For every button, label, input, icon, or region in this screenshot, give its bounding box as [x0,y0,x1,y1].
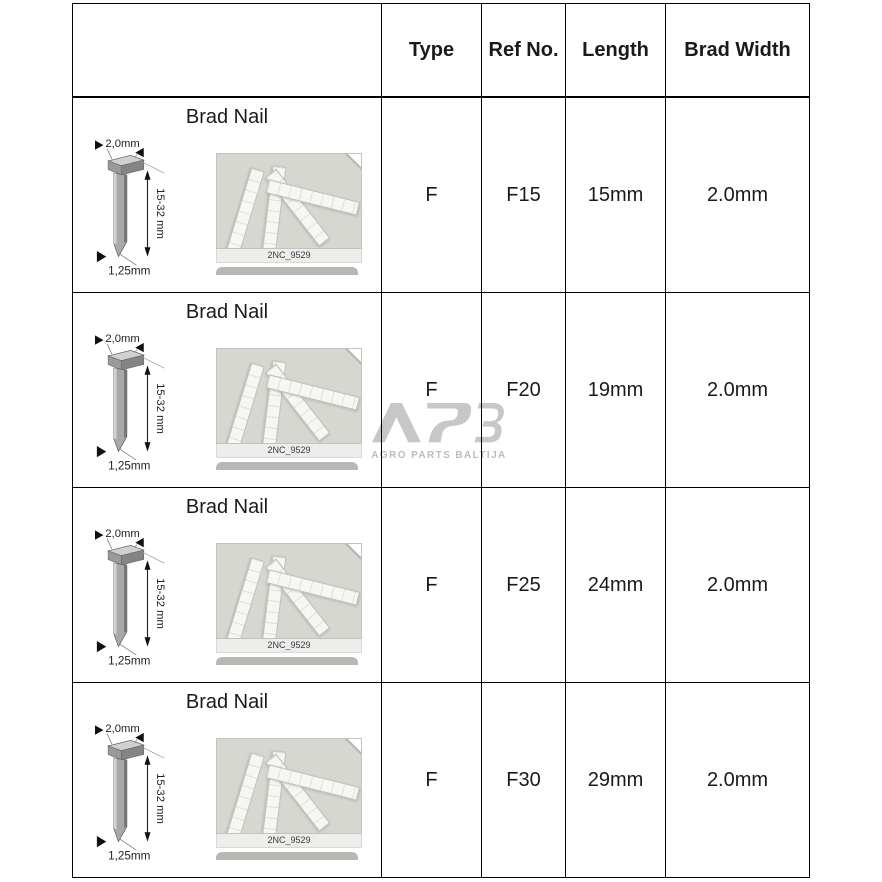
folded-corner-icon [348,154,361,167]
folded-corner-icon [348,349,361,362]
brad-nail-strip [225,167,265,249]
next-photo-preview [216,657,358,665]
photo-caption: 2NC_9529 [216,639,362,653]
cell-ref-no: F30 [482,683,566,878]
dim-arrow-right-icon [95,140,103,149]
spec-table [72,3,810,878]
header-cell-brad-width: Brad Width [666,4,810,98]
brad-nail-diagram [95,716,170,866]
product-photo-thumbnail [216,738,362,860]
brad-nail-strip [225,752,265,834]
product-cell [73,98,382,293]
product-photo [216,543,362,639]
cell-ref-no: F20 [482,293,566,488]
header-cell-ref-no: Ref No. [482,4,566,98]
header-cell-type: Type [382,4,482,98]
product-cell [73,488,382,683]
brad-nail-strip [225,362,265,444]
product-media [73,519,381,681]
photo-caption: 2NC_9529 [216,249,362,263]
cell-brad-width: 2.0mm [666,293,810,488]
next-photo-preview [216,267,358,275]
cell-type: F [382,488,482,683]
product-photo-thumbnail [216,348,362,470]
cell-ref-no: F25 [482,488,566,683]
watermark-subtitle: AGRO PARTS BALTIJA [371,450,507,461]
tip-width-label: 1,25mm [108,264,151,278]
cell-type: F [382,293,482,488]
tip-width-label: 1,25mm [108,849,151,863]
dim-arrow-tip-icon [97,641,106,652]
dim-arrow-tip-icon [97,836,106,847]
folded-corner-icon [348,544,361,557]
product-cell [73,293,382,488]
header-cell-image [73,4,382,98]
product-photo [216,153,362,249]
cell-brad-width: 2.0mm [666,98,810,293]
cell-length: 24mm [566,488,666,683]
photo-caption: 2NC_9529 [216,834,362,848]
head-width-label: 2,0mm [105,332,140,345]
length-range-label: 15-32 mm [153,773,166,824]
head-width-label: 2,0mm [105,527,140,540]
length-range-label: 15-32 mm [153,188,166,239]
tip-width-label: 1,25mm [108,654,151,668]
tip-width-label: 1,25mm [108,459,151,473]
product-name: Brad Nail [185,496,269,518]
cell-type: F [382,683,482,878]
head-width-label: 2,0mm [105,722,140,735]
product-name: Brad Nail [185,301,269,323]
dim-arrow-tip-icon [97,446,106,457]
cell-length: 19mm [566,293,666,488]
dim-arrow-tip-icon [97,251,106,262]
dim-arrow-right-icon [95,335,103,344]
next-photo-preview [216,462,358,470]
cell-length: 15mm [566,98,666,293]
brad-nail-diagram [95,131,170,281]
brad-nail-strip [225,557,265,639]
cell-brad-width: 2.0mm [666,488,810,683]
head-width-label: 2,0mm [105,137,140,150]
product-photo [216,348,362,444]
product-media [73,129,381,291]
product-media [73,324,381,486]
cell-brad-width: 2.0mm [666,683,810,878]
brad-nail-diagram [95,521,170,671]
folded-corner-icon [348,739,361,752]
product-name: Brad Nail [185,106,269,128]
brad-nail-diagram [95,326,170,476]
dim-arrow-right-icon [95,725,103,734]
cell-length: 29mm [566,683,666,878]
product-name: Brad Nail [185,691,269,713]
length-range-label: 15-32 mm [153,578,166,629]
header-cell-length: Length [566,4,666,98]
photo-caption: 2NC_9529 [216,444,362,458]
product-cell [73,683,382,878]
length-range-label: 15-32 mm [153,383,166,434]
next-photo-preview [216,852,358,860]
cell-ref-no: F15 [482,98,566,293]
product-photo-thumbnail [216,543,362,665]
cell-type: F [382,98,482,293]
product-media [73,714,381,876]
dim-arrow-right-icon [95,530,103,539]
product-photo-thumbnail [216,153,362,275]
product-photo [216,738,362,834]
